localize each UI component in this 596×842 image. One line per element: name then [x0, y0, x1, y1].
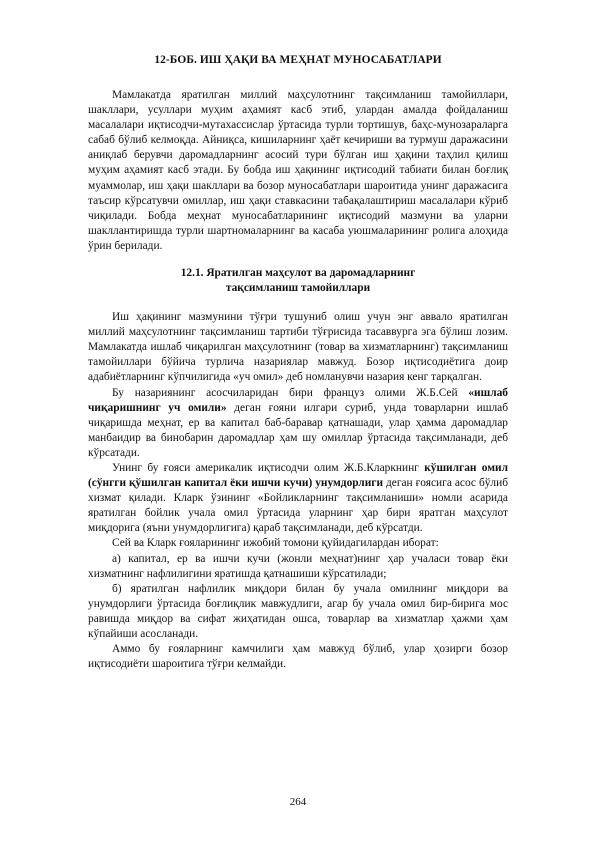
- section-title-line2: тақсимланиш тамойиллари: [225, 282, 371, 295]
- intro-paragraph: Мамлакатда яратилган миллий маҳсулотнинг тақсимланиш тамойиллари, шакллари, усуллари муҳим аҳамият касб этиб, улардан амалда фойдаланиш масалалари иқтисодчи-мутахассислар ўртасида турли тортишув, баҳс-мунозараларга сабаб бўлиб келмоқда. Айниқса, кишиларнинг ҳаёт кечириши ва турмуш даражасини аниқлаб берувчи даромадларнинг асосий тури бўлган иш ҳақини таҳлил қилиш муҳим аҳамият касб этади. Бу бобда иш ҳақининг иқтисодий табиати билан боғлиқ муаммолар, иш ҳақи шакллари ва бозор муносабатлари шароитида унинг даражасига таъсир кўрсатувчи омиллар, иш ҳақи ставкасини табақалаштириш масалалари кўриб чиқилади. Бобда меҳнат муносабатларининг иқтисодий мазмуни ва уларни шакллантиришда турли шартномаларнинг ва касаба уюшмаларининг ролига алоҳида ўрин берилади.: [88, 89, 508, 252]
- paragraph-1: Иш ҳақининг мазмунини тўғри тушуниб олиш учун энг аввало яратилган миллий маҳсулотнинг тақсимланиш тартиби тўғрисида тасаввурга эга бўлиш лозим. Мамлакатда ишлаб чиқарилган маҳсулотнинг (товар ва хизматларнинг) тақсимланиш тамойиллари бўйича турлича назариялар мавжуд. Бозор иқтисодиётига доир адабиётларнинг кўпчилигида «уч омил» деб номланувчи назария кенг тарқалган.: [88, 311, 508, 384]
- paragraph-2-text-a: Бу назариянинг асосчиларидан бири француз олими Ж.Б.Сей: [112, 386, 469, 399]
- section-title: [88, 266, 508, 296]
- section-title-line1: 12.1. Яратилган маҳсулот ва даромадларнинг: [180, 267, 416, 280]
- chapter-title: 12-БОБ. ИШ ҲАҚИ ВА МЕҲНАТ МУНОСАБАТЛАРИ: [154, 54, 442, 66]
- paragraph-7: Аммо бу ғояларнинг камчилиги ҳам мавжуд бўлиб, улар ҳозирги бозор иқтисодиёти шароитига тўғри келмайди.: [88, 643, 508, 671]
- paragraph-6: б) яратилган нафлилик миқдори билан бу учала омилнинг миқдори ва унумдорлиги ўртасида боғлиқлик мавжудлиги, агар бу учала омил бир-бирига мос равишда миқдор ва сифат жиҳатидан ошса, товарлар ва хизматлар ҳажми ҳам кўпайиши асосланади.: [88, 582, 508, 640]
- paragraph-3-emphasis: кўшилган омил (сўнгги қўшилган капитал ёки ишчи кучи) унумдорлиги: [88, 461, 508, 490]
- paragraph-4: Сей ва Кларк ғояларининг ижобий томони қуйидагилардан иборат:: [112, 537, 439, 550]
- paragraph-2: [88, 386, 508, 461]
- paragraph-2-text-b: деган ғояни илгари суриб, унда товарларни ишлаб чиқаришда меҳнат, ер ва капитал баб-баравар қатнашади, улар ҳамма даромадлар манбаидир ва бинобарин даромадлар ҳам шу омиллар ўртасида тақсимланади, деб кўрсатади.: [88, 401, 509, 459]
- paragraph-3-text-b: деган ғоясига асос бўлиб хизмат қилади. Кларк ўзининг «Бойликларнинг тақсимланиши» номли асарида яратилган бойлик учала омил ўртасида уларнинг ҳар бири яратган маҳсулот миқдорига (яъни унумдорлигига) қараб тақсимланади, деб кўрсатди.: [88, 477, 509, 535]
- paragraph-3-text-a: Унинг бу ғояси америкалик иқтисодчи олим Ж.Б.Кларкнинг: [112, 461, 425, 474]
- page-content: [88, 54, 508, 672]
- paragraph-2-emphasis: «ишлаб чиқаришнинг уч омили»: [88, 386, 508, 414]
- page-number: 264: [289, 796, 307, 808]
- paragraph-3: [88, 461, 508, 536]
- paragraph-5: а) капитал, ер ва ишчи кучи (жонли меҳнат)нинг ҳар учаласи товар ёки хизматнинг нафлилигини яратишда қатнашиши кўрсатилади;: [88, 552, 508, 580]
